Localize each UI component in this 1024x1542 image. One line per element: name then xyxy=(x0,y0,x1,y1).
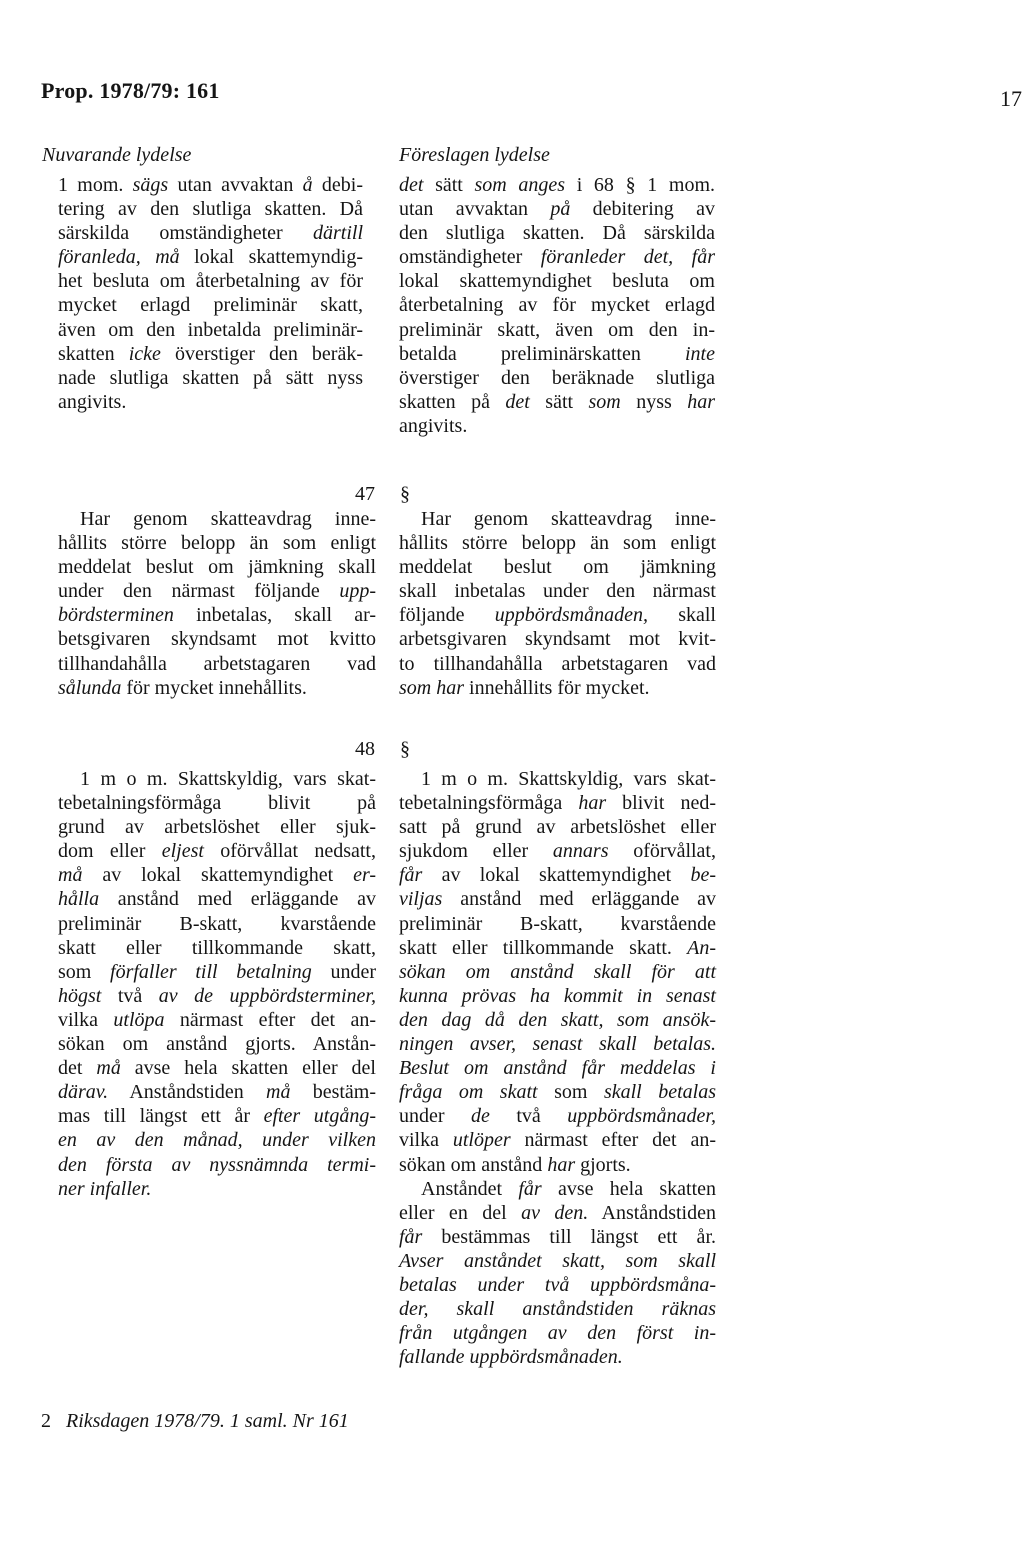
text-line: får bestämmas till längst ett år. xyxy=(399,1225,716,1248)
text-line: skatt eller tillkommande skatt, xyxy=(58,936,376,959)
text-line: skatten på det sätt som nyss har xyxy=(399,390,715,413)
intro-right-text xyxy=(399,173,715,438)
text-line: överstiger den beräknade slutliga xyxy=(399,366,715,389)
text-line: Har genom skatteavdrag inne- xyxy=(421,508,716,530)
text-line: under de två uppbördsmånader, xyxy=(399,1105,716,1128)
text-line: bördsterminen inbetalas, skall ar- xyxy=(58,604,376,627)
text-line: Beslut om anstånd får meddelas i xyxy=(399,1057,716,1080)
text-line: Har genom skatteavdrag inne- xyxy=(80,508,376,530)
section-48-symbol: § xyxy=(400,738,410,760)
text-line: Avser anståndet skatt, som skall xyxy=(399,1249,716,1272)
text-line: återbetalning av för mycket erlagd xyxy=(399,294,715,317)
text-line: eller en del av den. Anståndstiden xyxy=(399,1201,716,1224)
text-line: tebetalningsförmåga blivit på xyxy=(58,792,376,815)
text-line: högst två av de uppbördsterminer, xyxy=(58,984,376,1007)
text-line: sjukdom eller annars oförvållat, xyxy=(399,840,716,863)
text-line: angivits. xyxy=(399,414,468,437)
text-line: nade slutliga skatten på sätt nyss xyxy=(58,366,363,389)
section-47-number: 47 xyxy=(355,483,375,505)
text-line: även om den inbetalda preliminär- xyxy=(58,318,363,341)
left-column-heading: Nuvarande lydelse xyxy=(42,144,192,166)
text-line: under den närmast följande upp- xyxy=(58,580,376,603)
text-line: tillhandahålla arbetstagaren vad xyxy=(58,652,376,675)
text-line: må av lokal skattemyndighet er- xyxy=(58,864,376,887)
text-line: en av den månad, under vilken xyxy=(58,1129,376,1152)
text-line: det sätt som anges i 68 § 1 mom. xyxy=(399,174,715,196)
text-line: fallande uppbördsmånaden. xyxy=(399,1346,623,1369)
text-line: sökan om anstånd gjorts. Anstån- xyxy=(58,1033,376,1056)
text-line: preliminär B-skatt, kvarstående xyxy=(58,912,376,935)
text-line: angivits. xyxy=(58,390,127,413)
text-line: som har innehållits för mycket. xyxy=(399,676,650,699)
section-48-right-text xyxy=(399,767,716,1369)
text-line: 1 m o m. Skattskyldig, vars skat- xyxy=(421,768,716,790)
text-line: to tillhandahålla arbetstagaren vad xyxy=(399,652,716,675)
text-line: föranleda, må lokal skattemyndig- xyxy=(58,246,363,269)
text-line: betsgivaren skyndsamt mot kvitto xyxy=(58,628,376,651)
section-47-right-text xyxy=(399,507,716,700)
section-47-left-text xyxy=(58,507,376,700)
text-line: sökan om anstånd har gjorts. xyxy=(399,1153,631,1176)
text-line: 1 m o m. Skattskyldig, vars skat- xyxy=(80,768,376,790)
text-line: utan avvaktan på debitering av xyxy=(399,198,715,221)
text-line: skatten icke överstiger den beräk- xyxy=(58,342,364,365)
text-line: hållits större belopp än som enligt xyxy=(58,532,376,555)
text-line: vilka utlöpa närmast efter det an- xyxy=(58,1008,376,1031)
text-line: skatt eller tillkommande skatt. An- xyxy=(399,936,716,959)
text-line: 1 mom. sägs utan avvaktan å debi- xyxy=(58,174,363,196)
text-line: får av lokal skattemyndighet be- xyxy=(399,864,716,887)
page-number: 17 xyxy=(1000,86,1022,111)
text-line: het besluta om återbetalning av för xyxy=(58,270,363,293)
text-line: satt på grund av arbetslöshet eller xyxy=(399,816,716,839)
text-line: det må avse hela skatten eller del xyxy=(58,1057,376,1080)
text-line: den slutliga skatten. Då särskilda xyxy=(399,222,715,245)
text-line: arbetsgivaren skyndsamt mot kvit- xyxy=(399,628,716,651)
document-reference: Prop. 1978/79: 161 xyxy=(41,78,220,103)
text-line: omständigheter föranleder det, får xyxy=(399,246,715,269)
text-line: grund av arbetslöshet eller sjuk- xyxy=(58,816,376,839)
intro-left-text xyxy=(58,173,363,414)
text-line: der, skall anståndstiden räknas xyxy=(399,1298,716,1321)
text-line: vilka utlöper närmast efter det an- xyxy=(399,1129,716,1152)
footer xyxy=(41,1410,349,1433)
footer-number: 2 xyxy=(41,1410,51,1432)
text-line: ningen avser, senast skall betalas. xyxy=(399,1033,716,1056)
text-line: mycket erlagd preliminär skatt, xyxy=(58,294,363,317)
text-line: Anståndet får avse hela skatten xyxy=(421,1177,716,1200)
text-line: lokal skattemyndighet besluta om xyxy=(399,270,715,293)
text-line: från utgången av den först in- xyxy=(399,1322,716,1345)
text-line: hållits större belopp än som enligt xyxy=(399,532,716,555)
text-line: särskilda omständigheter därtill xyxy=(58,222,363,245)
text-line: sökan om anstånd skall för att xyxy=(399,960,716,983)
footer-text: Riksdagen 1978/79. 1 saml. Nr 161 xyxy=(66,1410,349,1432)
text-line: följande uppbördsmånaden, skall xyxy=(399,604,716,627)
text-line: hålla anstånd med erläggande av xyxy=(58,888,376,911)
text-line: ner infaller. xyxy=(58,1177,152,1200)
section-47-symbol: § xyxy=(400,483,410,505)
text-line: kunna prövas ha kommit in senast xyxy=(399,984,716,1007)
text-line: betalda preliminärskatten inte xyxy=(399,342,715,365)
text-line: preliminär skatt, även om den in- xyxy=(399,318,715,341)
text-line: fråga om skatt som skall betalas xyxy=(399,1081,716,1104)
text-line: meddelat beslut om jämkning skall xyxy=(58,556,376,579)
text-line: som förfaller till betalning under xyxy=(58,960,376,983)
text-line: mas till längst ett år efter utgång- xyxy=(58,1105,376,1128)
text-line: därav. Anståndstiden må bestäm- xyxy=(58,1081,376,1104)
text-line: den första av nyssnämnda termi- xyxy=(58,1153,376,1176)
text-line: den dag då den skatt, som ansök- xyxy=(399,1008,716,1031)
text-line: dom eller eljest oförvållat nedsatt, xyxy=(58,840,376,863)
right-column-heading: Föreslagen lydelse xyxy=(399,144,550,166)
text-line: tebetalningsförmåga har blivit ned- xyxy=(399,792,716,815)
text-line: viljas anstånd med erläggande av xyxy=(399,888,716,911)
text-line: sålunda för mycket innehållits. xyxy=(58,676,307,699)
text-line: meddelat beslut om jämkning xyxy=(399,556,716,579)
text-line: preliminär B-skatt, kvarstående xyxy=(399,912,716,935)
section-48-left-text xyxy=(58,767,376,1201)
section-48-number: 48 xyxy=(355,738,375,760)
text-line: skall inbetalas under den närmast xyxy=(399,580,716,603)
text-line: betalas under två uppbördsmåna- xyxy=(399,1273,716,1296)
text-line: tering av den slutliga skatten. Då xyxy=(58,198,363,221)
